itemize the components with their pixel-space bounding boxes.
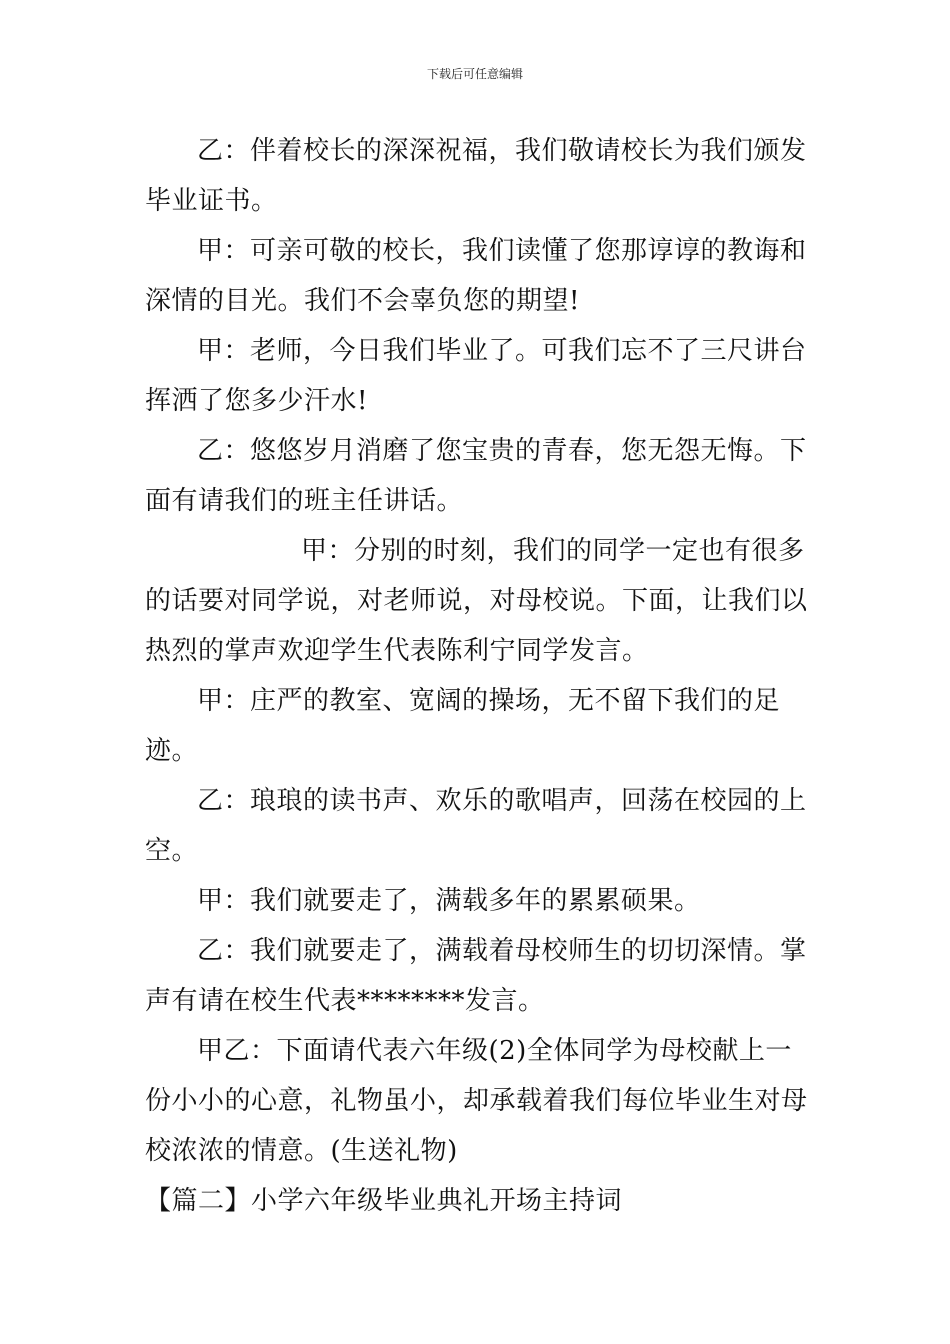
- document-body: [145, 126, 810, 1226]
- paragraph-7: 乙：琅琅的读书声、欢乐的歌唱声，回荡在校园的上空。: [145, 786, 807, 866]
- paragraph-4: 乙：悠悠岁月消磨了您宝贵的青春，您无怨无悔。下面有请我们的班主任讲话。: [145, 436, 807, 516]
- page-header-note: 下载后可任意编辑: [426, 67, 523, 81]
- paragraph-8: 甲：我们就要走了，满载多年的累累硕果。: [197, 886, 701, 916]
- section-heading: 【篇二】小学六年级毕业典礼开场主持词: [145, 1186, 623, 1216]
- paragraph-10: 甲乙：下面请代表六年级(2)全体同学为母校献上一份小小的心意，礼物虽小，却承载着我们每位毕业生对母校浓浓的情意。(生送礼物): [145, 1036, 808, 1166]
- paragraph-5: 甲：分别的时刻，我们的同学一定也有很多的话要对同学说，对老师说，对母校说。下面，让我们以热烈的掌声欢迎学生代表陈利宁同学发言。: [145, 536, 808, 666]
- paragraph-3: 甲：老师，今日我们毕业了。可我们忘不了三尺讲台挥洒了您多少汗水!: [145, 336, 807, 416]
- paragraph-6: 甲：庄严的教室、宽阔的操场，无不留下我们的足迹。: [145, 686, 781, 766]
- paragraph-2: 甲：可亲可敬的校长，我们读懂了您那谆谆的教诲和深情的目光。我们不会辜负您的期望!: [145, 236, 807, 316]
- paragraph-1: 乙：伴着校长的深深祝福，我们敬请校长为我们颁发毕业证书。: [145, 136, 807, 216]
- paragraph-9: 乙：我们就要走了，满载着母校师生的切切深情。掌声有请在校生代表********发言。: [145, 936, 807, 1016]
